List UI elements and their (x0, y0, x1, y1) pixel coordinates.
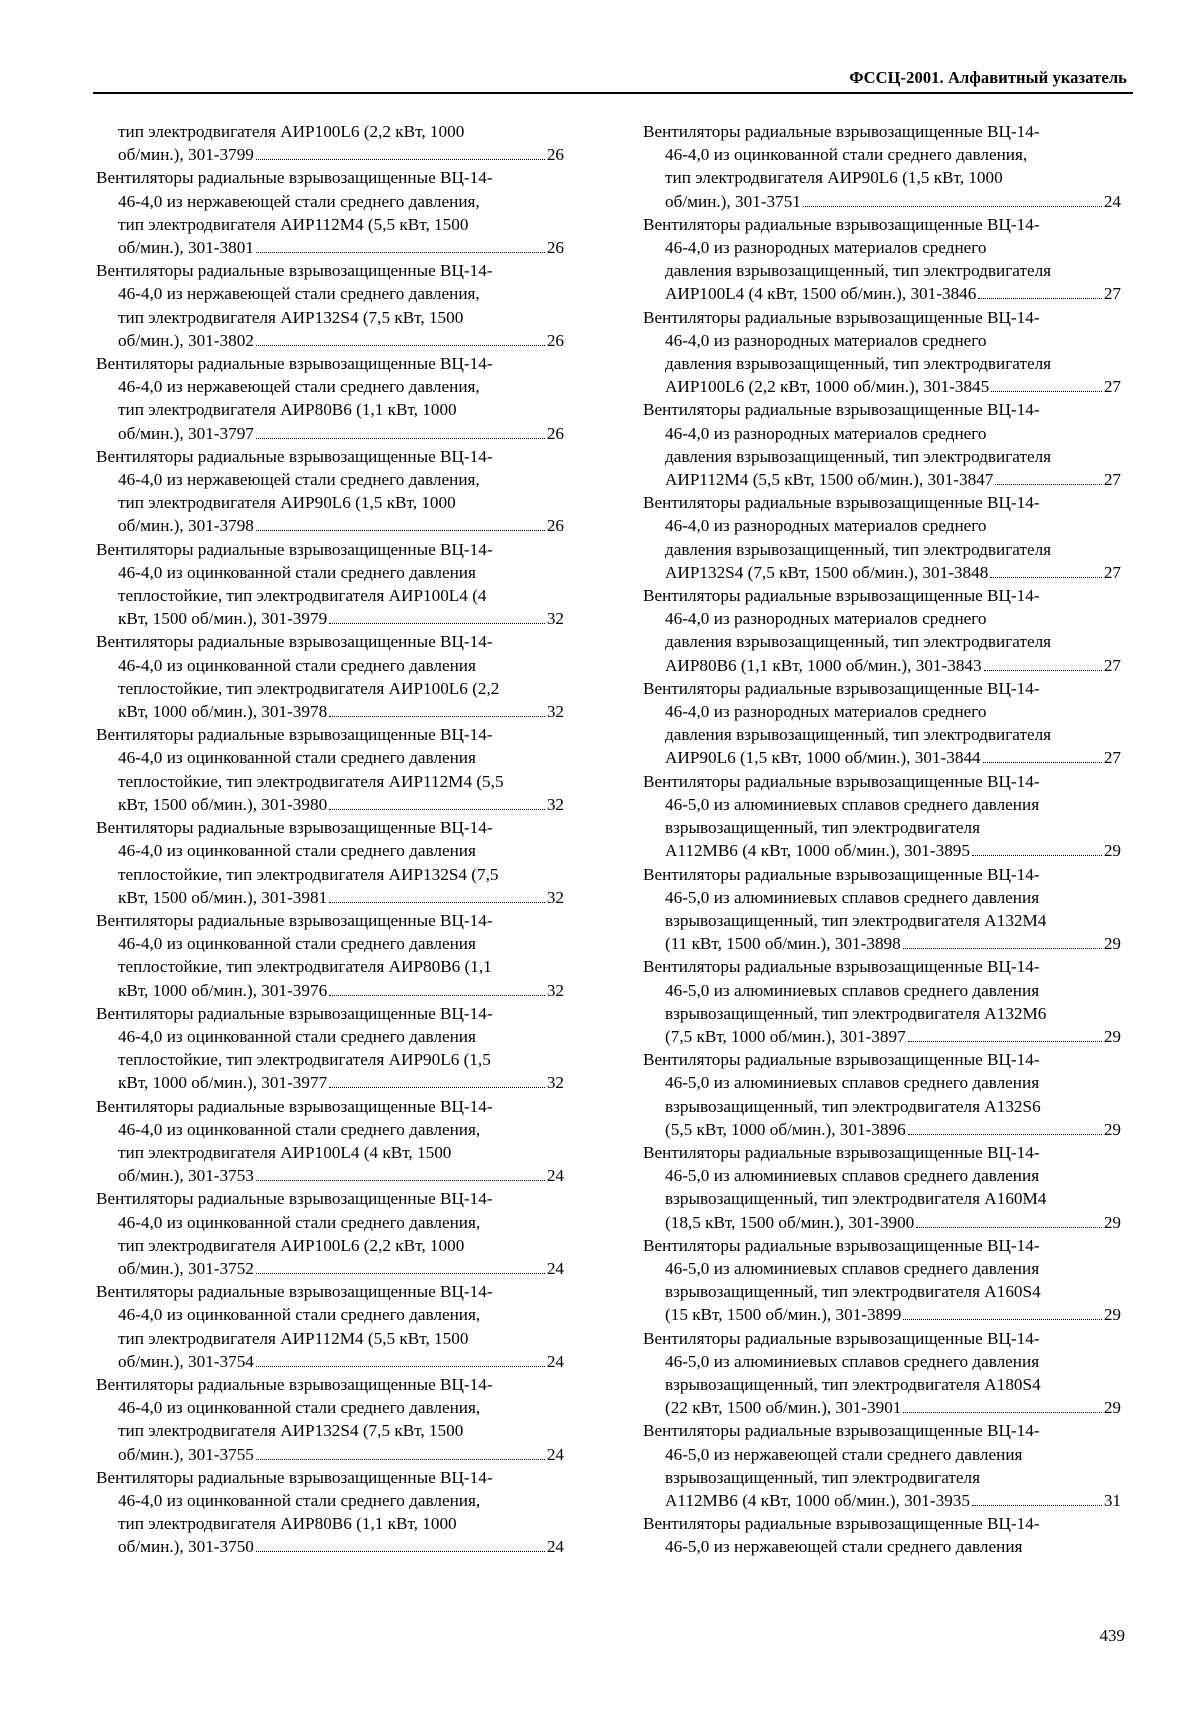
entry-page-ref: 24 (546, 1258, 564, 1278)
entry-line: тип электродвигателя АИР80В6 (1,1 кВт, 1000 (118, 400, 457, 420)
entry-line: Вентиляторы радиальные взрывозащищенные ВЦ-14- (96, 632, 493, 652)
entry-last-line (643, 1025, 1121, 1048)
entry-line: Вентиляторы радиальные взрывозащищенные ВЦ-14- (643, 493, 1040, 513)
entry-page-ref: 29 (1103, 1212, 1121, 1232)
dot-leader (903, 948, 1102, 949)
entry-line: Вентиляторы радиальные взрывозащищенные ВЦ-14- (643, 771, 1040, 791)
index-entry-text (643, 213, 1121, 283)
entry-code: АИР90L6 (1,5 кВт, 1000 об/мин.), 301-3844 (665, 748, 981, 768)
index-entry (96, 1280, 564, 1373)
entry-line: Вентиляторы радиальные взрывозащищенные ВЦ-14- (96, 1096, 493, 1116)
entry-code: АИР112М4 (5,5 кВт, 1500 об/мин.), 301-3847 (665, 470, 994, 490)
entry-line: теплостойкие, тип электродвигателя АИР100L6 (2,2 (118, 678, 500, 698)
entry-line: Вентиляторы радиальные взрывозащищенные ВЦ-14- (643, 1142, 1040, 1162)
entry-last-line (643, 1118, 1121, 1141)
entry-line: 46-4,0 из оцинкованной стали среднего давления, (118, 1212, 481, 1232)
entry-page-ref: 27 (1103, 377, 1121, 397)
entry-last-line (96, 143, 564, 166)
entry-code: кВт, 1500 об/мин.), 301-3981 (118, 887, 328, 907)
index-entry (643, 677, 1121, 770)
entry-last-line (96, 1350, 564, 1373)
dot-leader (256, 1459, 545, 1460)
entry-last-line (643, 1303, 1121, 1326)
entry-page-ref: 32 (546, 702, 564, 722)
entry-page-ref: 32 (546, 980, 564, 1000)
index-entry-text (643, 677, 1121, 747)
index-entry-text (96, 120, 564, 143)
index-entry (96, 120, 564, 166)
index-entry-text (643, 1327, 1121, 1397)
entry-line: Вентиляторы радиальные взрывозащищенные ВЦ-14- (96, 261, 493, 281)
entry-line: 46-4,0 из оцинкованной стали среднего давления (118, 748, 476, 768)
entry-line: давления взрывозащищенный, тип электродвигателя (665, 725, 1052, 745)
entry-line: 46-5,0 из алюминиевых сплавов среднего давления (665, 887, 1040, 907)
entry-line: теплостойкие, тип электродвигателя АИР132S4 (7,5 (118, 864, 499, 884)
index-entry-text (96, 1002, 564, 1072)
dot-leader (329, 1087, 545, 1088)
dot-leader (803, 206, 1102, 207)
entry-page-ref: 27 (1103, 748, 1121, 768)
index-entry-text (643, 120, 1121, 190)
dot-leader (256, 1273, 545, 1274)
index-entry-text (96, 723, 564, 793)
dot-leader (256, 345, 545, 346)
entry-code: об/мин.), 301-3753 (118, 1166, 254, 1186)
entry-last-line (96, 700, 564, 723)
index-entry-text (96, 1187, 564, 1257)
entry-code: об/мин.), 301-3798 (118, 516, 254, 536)
entry-line: 46-4,0 из нержавеющей стали среднего давления, (118, 191, 480, 211)
entry-code: (7,5 кВт, 1000 об/мин.), 301-3897 (665, 1026, 906, 1046)
index-entry-text (643, 1234, 1121, 1304)
index-column-left (96, 120, 564, 1559)
entry-line: взрывозащищенный, тип электродвигателя А160М4 (665, 1189, 1047, 1209)
entry-code: (15 кВт, 1500 об/мин.), 301-3899 (665, 1305, 902, 1325)
index-entry (96, 1466, 564, 1559)
entry-last-line (643, 839, 1121, 862)
entry-code: АИР100L6 (2,2 кВт, 1000 об/мин.), 301-3845 (665, 377, 990, 397)
index-entry (96, 166, 564, 259)
entry-line: 46-4,0 из оцинкованной стали среднего давления, (665, 145, 1028, 165)
entry-code: об/мин.), 301-3754 (118, 1351, 254, 1371)
entry-page-ref: 27 (1103, 655, 1121, 675)
entry-line: Вентиляторы радиальные взрывозащищенные ВЦ-14- (643, 122, 1040, 141)
entry-code: об/мин.), 301-3799 (118, 145, 254, 165)
entry-line: 46-5,0 из алюминиевых сплавов среднего давления (665, 794, 1040, 814)
entry-code: кВт, 1500 об/мин.), 301-3980 (118, 794, 328, 814)
entry-code: (18,5 кВт, 1500 об/мин.), 301-3900 (665, 1212, 915, 1232)
entry-code: об/мин.), 301-3801 (118, 238, 254, 258)
entry-page-ref: 24 (546, 1537, 564, 1557)
entry-line: Вентиляторы радиальные взрывозащищенные ВЦ-14- (96, 354, 493, 374)
dot-leader (256, 1551, 545, 1552)
index-entry (96, 259, 564, 352)
entry-line: Вентиляторы радиальные взрывозащищенные ВЦ-14- (643, 586, 1040, 606)
entry-last-line (643, 282, 1121, 305)
index-entry-text (643, 1512, 1121, 1558)
index-entry (96, 1095, 564, 1188)
entry-page-ref: 27 (1103, 562, 1121, 582)
entry-line: тип электродвигателя АИР90L6 (1,5 кВт, 1000 (665, 168, 1003, 188)
entry-page-ref: 32 (546, 794, 564, 814)
entry-line: Вентиляторы радиальные взрывозащищенные ВЦ-14- (96, 1189, 493, 1209)
entry-line: Вентиляторы радиальные взрывозащищенные ВЦ-14- (643, 864, 1040, 884)
index-entry-text (643, 398, 1121, 468)
dot-leader (329, 902, 545, 903)
entry-page-ref: 24 (546, 1166, 564, 1186)
entry-line: 46-4,0 из нержавеющей стали среднего давления, (118, 377, 480, 397)
entry-line: давления взрывозащищенный, тип электродвигателя (665, 261, 1052, 281)
index-entry-text (96, 1280, 564, 1350)
entry-last-line (96, 1164, 564, 1187)
entry-line: 46-4,0 из оцинкованной стали среднего давления (118, 934, 476, 954)
entry-line: тип электродвигателя АИР112М4 (5,5 кВт, 1500 (118, 214, 469, 234)
entry-last-line (96, 1071, 564, 1094)
entry-line: взрывозащищенный, тип электродвигателя (665, 818, 981, 838)
entry-page-ref: 29 (1103, 1398, 1121, 1418)
entry-line: Вентиляторы радиальные взрывозащищенные ВЦ-14- (643, 1050, 1040, 1070)
entry-line: Вентиляторы радиальные взрывозащищенные ВЦ-14- (96, 1003, 493, 1023)
entry-line: 46-4,0 из оцинкованной стали среднего давления (118, 841, 476, 861)
entry-page-ref: 29 (1103, 934, 1121, 954)
entry-line: давления взрывозащищенный, тип электродвигателя (665, 354, 1052, 374)
dot-leader (972, 1505, 1102, 1506)
dot-leader (903, 1412, 1101, 1413)
entry-line: Вентиляторы радиальные взрывозащищенные ВЦ-14- (643, 1328, 1040, 1348)
dot-leader (256, 252, 545, 253)
entry-code: об/мин.), 301-3751 (665, 191, 801, 211)
entry-line: 46-5,0 из алюминиевых сплавов среднего давления (665, 1351, 1040, 1371)
index-entry-text (96, 538, 564, 608)
index-entry (96, 538, 564, 631)
entry-page-ref: 26 (546, 516, 564, 536)
entry-last-line (96, 607, 564, 630)
entry-line: 46-4,0 из разнородных материалов среднего (665, 702, 987, 722)
entry-last-line (643, 561, 1121, 584)
index-entry (96, 1187, 564, 1280)
entry-line: 46-4,0 из нержавеющей стали среднего давления, (118, 284, 480, 304)
entry-page-ref: 26 (546, 238, 564, 258)
entry-line: Вентиляторы радиальные взрывозащищенные ВЦ-14- (96, 446, 493, 466)
entry-line: взрывозащищенный, тип электродвигателя А180S4 (665, 1374, 1041, 1394)
entry-line: Вентиляторы радиальные взрывозащищенные ВЦ-14- (643, 1235, 1040, 1255)
entry-page-ref: 32 (546, 609, 564, 629)
entry-line: Вентиляторы радиальные взрывозащищенные ВЦ-14- (643, 307, 1040, 327)
entry-line: тип электродвигателя АИР100L6 (2,2 кВт, 1000 (118, 122, 465, 141)
entry-line: 46-4,0 из разнородных материалов среднего (665, 516, 987, 536)
dot-leader (984, 670, 1102, 671)
entry-last-line (96, 793, 564, 816)
entry-line: взрывозащищенный, тип электродвигателя А132М6 (665, 1003, 1047, 1023)
entry-last-line (643, 468, 1121, 491)
entry-page-ref: 29 (1103, 1305, 1121, 1325)
entry-last-line (96, 1257, 564, 1280)
entry-page-ref: 32 (546, 887, 564, 907)
dot-leader (329, 716, 545, 717)
index-entry (643, 306, 1121, 399)
index-entry-text (643, 584, 1121, 654)
index-entry-text (96, 1466, 564, 1536)
index-entry (643, 584, 1121, 677)
entry-line: 46-4,0 из разнородных материалов среднего (665, 330, 987, 350)
entry-line: 46-5,0 из нержавеющей стали среднего давления (665, 1444, 1023, 1464)
index-entry-text (96, 909, 564, 979)
index-entry (96, 1002, 564, 1095)
entry-last-line (96, 886, 564, 909)
index-entry (643, 398, 1121, 491)
dot-leader (256, 1180, 545, 1181)
dot-leader (256, 438, 545, 439)
index-entry (643, 1512, 1121, 1558)
entry-last-line (643, 746, 1121, 769)
index-entry (96, 352, 564, 445)
dot-leader (990, 577, 1102, 578)
entry-code: об/мин.), 301-3752 (118, 1258, 254, 1278)
entry-line: 46-4,0 из оцинкованной стали среднего давления (118, 1026, 476, 1046)
entry-line: тип электродвигателя АИР80В6 (1,1 кВт, 1000 (118, 1514, 457, 1534)
entry-line: 46-5,0 из алюминиевых сплавов среднего давления (665, 1258, 1040, 1278)
entry-code: об/мин.), 301-3755 (118, 1444, 254, 1464)
entry-code: А112МВ6 (4 кВт, 1000 об/мин.), 301-3895 (665, 841, 970, 861)
dot-leader (329, 623, 545, 624)
entry-last-line (643, 1211, 1121, 1234)
index-entry-text (96, 259, 564, 329)
header-title: ФССЦ-2001. Алфавитный указатель (849, 68, 1127, 87)
entry-last-line (643, 1489, 1121, 1512)
index-entry (643, 213, 1121, 306)
dot-leader (903, 1319, 1101, 1320)
index-entry (643, 1234, 1121, 1327)
entry-code: кВт, 1000 об/мин.), 301-3977 (118, 1073, 328, 1093)
entry-line: Вентиляторы радиальные взрывозащищенные ВЦ-14- (643, 957, 1040, 977)
index-entry-text (96, 1373, 564, 1443)
index-entry-text (643, 1141, 1121, 1211)
entry-code: АИР80В6 (1,1 кВт, 1000 об/мин.), 301-3843 (665, 655, 982, 675)
dot-leader (256, 530, 545, 531)
index-entry (643, 1419, 1121, 1512)
index-entry (643, 491, 1121, 584)
entry-line: Вентиляторы радиальные взрывозащищенные ВЦ-14- (96, 910, 493, 930)
entry-line: Вентиляторы радиальные взрывозащищенные ВЦ-14- (643, 214, 1040, 234)
index-entry-text (96, 816, 564, 886)
entry-code: А112МВ6 (4 кВт, 1000 об/мин.), 301-3935 (665, 1490, 970, 1510)
entry-last-line (643, 1396, 1121, 1419)
entry-line: теплостойкие, тип электродвигателя АИР90L6 (1,5 (118, 1050, 491, 1070)
entry-line: тип электродвигателя АИР112М4 (5,5 кВт, 1500 (118, 1328, 469, 1348)
index-entry (643, 1327, 1121, 1420)
entry-line: 46-4,0 из разнородных материалов среднего (665, 238, 987, 258)
entry-page-ref: 26 (546, 423, 564, 443)
index-entry (96, 445, 564, 538)
index-entry (643, 770, 1121, 863)
entry-code: (5,5 кВт, 1000 об/мин.), 301-3896 (665, 1119, 906, 1139)
entry-line: взрывозащищенный, тип электродвигателя А132S6 (665, 1096, 1041, 1116)
dot-leader (983, 762, 1102, 763)
entry-code: об/мин.), 301-3802 (118, 330, 254, 350)
entry-line: 46-4,0 из оцинкованной стали среднего давления, (118, 1305, 481, 1325)
entry-line: Вентиляторы радиальные взрывозащищенные ВЦ-14- (96, 1467, 493, 1487)
entry-last-line (643, 932, 1121, 955)
entry-code: об/мин.), 301-3750 (118, 1537, 254, 1557)
entry-line: Вентиляторы радиальные взрывозащищенные ВЦ-14- (96, 539, 493, 559)
entry-line: давления взрывозащищенный, тип электродвигателя (665, 446, 1052, 466)
index-entry-text (643, 1419, 1121, 1489)
entry-code: кВт, 1000 об/мин.), 301-3976 (118, 980, 328, 1000)
entry-last-line (96, 1535, 564, 1558)
dot-leader (991, 391, 1102, 392)
index-entry (96, 816, 564, 909)
entry-line: 46-4,0 из оцинкованной стали среднего давления, (118, 1119, 481, 1139)
dot-leader (978, 298, 1101, 299)
entry-line: теплостойкие, тип электродвигателя АИР112М4 (5,5 (118, 771, 504, 791)
index-entry (96, 909, 564, 1002)
entry-line: 46-5,0 из нержавеющей стали среднего давления (665, 1537, 1023, 1557)
index-entry-text (96, 445, 564, 515)
entry-line: тип электродвигателя АИР132S4 (7,5 кВт, 1500 (118, 307, 464, 327)
index-entry (643, 1141, 1121, 1234)
index-entry (643, 120, 1121, 213)
index-entry (96, 1373, 564, 1466)
entry-page-ref: 29 (1103, 1026, 1121, 1046)
dot-leader (329, 809, 545, 810)
entry-code: АИР132S4 (7,5 кВт, 1500 об/мин.), 301-3848 (665, 562, 989, 582)
entry-line: тип электродвигателя АИР100L6 (2,2 кВт, 1000 (118, 1235, 465, 1255)
entry-line: 46-5,0 из алюминиевых сплавов среднего давления (665, 980, 1040, 1000)
running-header (93, 58, 1133, 94)
entry-line: 46-5,0 из алюминиевых сплавов среднего давления (665, 1073, 1040, 1093)
dot-leader (972, 855, 1102, 856)
index-entry-text (643, 1048, 1121, 1118)
entry-code: (11 кВт, 1500 об/мин.), 301-3898 (665, 934, 901, 954)
entry-line: тип электродвигателя АИР90L6 (1,5 кВт, 1000 (118, 493, 456, 513)
entry-line: Вентиляторы радиальные взрывозащищенные ВЦ-14- (643, 678, 1040, 698)
index-entry-text (96, 630, 564, 700)
dot-leader (908, 1041, 1102, 1042)
entry-line: теплостойкие, тип электродвигателя АИР100L4 (4 (118, 586, 487, 606)
index-column-right (643, 120, 1121, 1559)
entry-line: тип электродвигателя АИР132S4 (7,5 кВт, 1500 (118, 1421, 464, 1441)
entry-code: (22 кВт, 1500 об/мин.), 301-3901 (665, 1398, 902, 1418)
entry-last-line (643, 654, 1121, 677)
entry-line: Вентиляторы радиальные взрывозащищенные ВЦ-14- (643, 1421, 1040, 1441)
entry-line: Вентиляторы радиальные взрывозащищенные ВЦ-14- (643, 1514, 1040, 1534)
index-entry-text (643, 955, 1121, 1025)
entry-page-ref: 24 (546, 1444, 564, 1464)
entry-page-ref: 27 (1103, 284, 1121, 304)
entry-page-ref: 29 (1103, 841, 1121, 861)
dot-leader (256, 159, 545, 160)
entry-line: Вентиляторы радиальные взрывозащищенные ВЦ-14- (96, 1374, 493, 1394)
entry-line: взрывозащищенный, тип электродвигателя А160S4 (665, 1282, 1041, 1302)
entry-last-line (96, 979, 564, 1002)
dot-leader (256, 1366, 545, 1367)
entry-page-ref: 32 (546, 1073, 564, 1093)
entry-line: 46-4,0 из нержавеющей стали среднего давления, (118, 470, 480, 490)
entry-last-line (96, 514, 564, 537)
entry-line: 46-5,0 из алюминиевых сплавов среднего давления (665, 1166, 1040, 1186)
dot-leader (908, 1134, 1102, 1135)
entry-last-line (643, 375, 1121, 398)
entry-last-line (643, 190, 1121, 213)
entry-line: Вентиляторы радиальные взрывозащищенные ВЦ-14- (96, 725, 493, 745)
index-entry (643, 863, 1121, 956)
entry-line: Вентиляторы радиальные взрывозащищенные ВЦ-14- (96, 1282, 493, 1302)
dot-leader (916, 1227, 1102, 1228)
index-entry (643, 1048, 1121, 1141)
entry-line: 46-4,0 из разнородных материалов среднего (665, 609, 987, 629)
entry-last-line (96, 422, 564, 445)
entry-line: давления взрывозащищенный, тип электродвигателя (665, 539, 1052, 559)
index-entry-text (96, 352, 564, 422)
entry-line: Вентиляторы радиальные взрывозащищенные ВЦ-14- (643, 400, 1040, 420)
index-entry (96, 723, 564, 816)
entry-line: 46-4,0 из оцинкованной стали среднего давления (118, 655, 476, 675)
index-entry-text (643, 306, 1121, 376)
entry-line: 46-4,0 из оцинкованной стали среднего давления, (118, 1490, 481, 1510)
entry-line: взрывозащищенный, тип электродвигателя А132М4 (665, 910, 1047, 930)
index-entry (643, 955, 1121, 1048)
entry-line: тип электродвигателя АИР100L4 (4 кВт, 1500 (118, 1142, 452, 1162)
entry-line: 46-4,0 из оцинкованной стали среднего давления, (118, 1398, 481, 1418)
entry-page-ref: 26 (546, 330, 564, 350)
entry-code: об/мин.), 301-3797 (118, 423, 254, 443)
entry-page-ref: 31 (1103, 1490, 1121, 1510)
entry-page-ref: 26 (546, 145, 564, 165)
page-number: 439 (1099, 1626, 1125, 1645)
entry-last-line (96, 1443, 564, 1466)
entry-code: кВт, 1000 об/мин.), 301-3978 (118, 702, 328, 722)
entry-code: АИР100L4 (4 кВт, 1500 об/мин.), 301-3846 (665, 284, 977, 304)
entry-line: 46-4,0 из разнородных материалов среднего (665, 423, 987, 443)
entry-page-ref: 24 (546, 1351, 564, 1371)
entry-last-line (96, 329, 564, 352)
entry-line: Вентиляторы радиальные взрывозащищенные ВЦ-14- (96, 168, 493, 188)
entry-page-ref: 24 (1103, 191, 1121, 211)
index-entry-text (643, 491, 1121, 561)
entry-code: кВт, 1500 об/мин.), 301-3979 (118, 609, 328, 629)
index-entry (96, 630, 564, 723)
entry-last-line (96, 236, 564, 259)
dot-leader (995, 484, 1101, 485)
entry-line: теплостойкие, тип электродвигателя АИР80В6 (1,1 (118, 957, 492, 977)
index-entry-text (643, 770, 1121, 840)
index-entry-text (96, 1095, 564, 1165)
entry-line: взрывозащищенный, тип электродвигателя (665, 1467, 981, 1487)
entry-line: 46-4,0 из оцинкованной стали среднего давления (118, 562, 476, 582)
entry-page-ref: 27 (1103, 470, 1121, 490)
index-entry-text (96, 166, 564, 236)
index-entry-text (643, 863, 1121, 933)
entry-line: давления взрывозащищенный, тип электродвигателя (665, 632, 1052, 652)
entry-line: Вентиляторы радиальные взрывозащищенные ВЦ-14- (96, 818, 493, 838)
dot-leader (329, 995, 545, 996)
entry-page-ref: 29 (1103, 1119, 1121, 1139)
